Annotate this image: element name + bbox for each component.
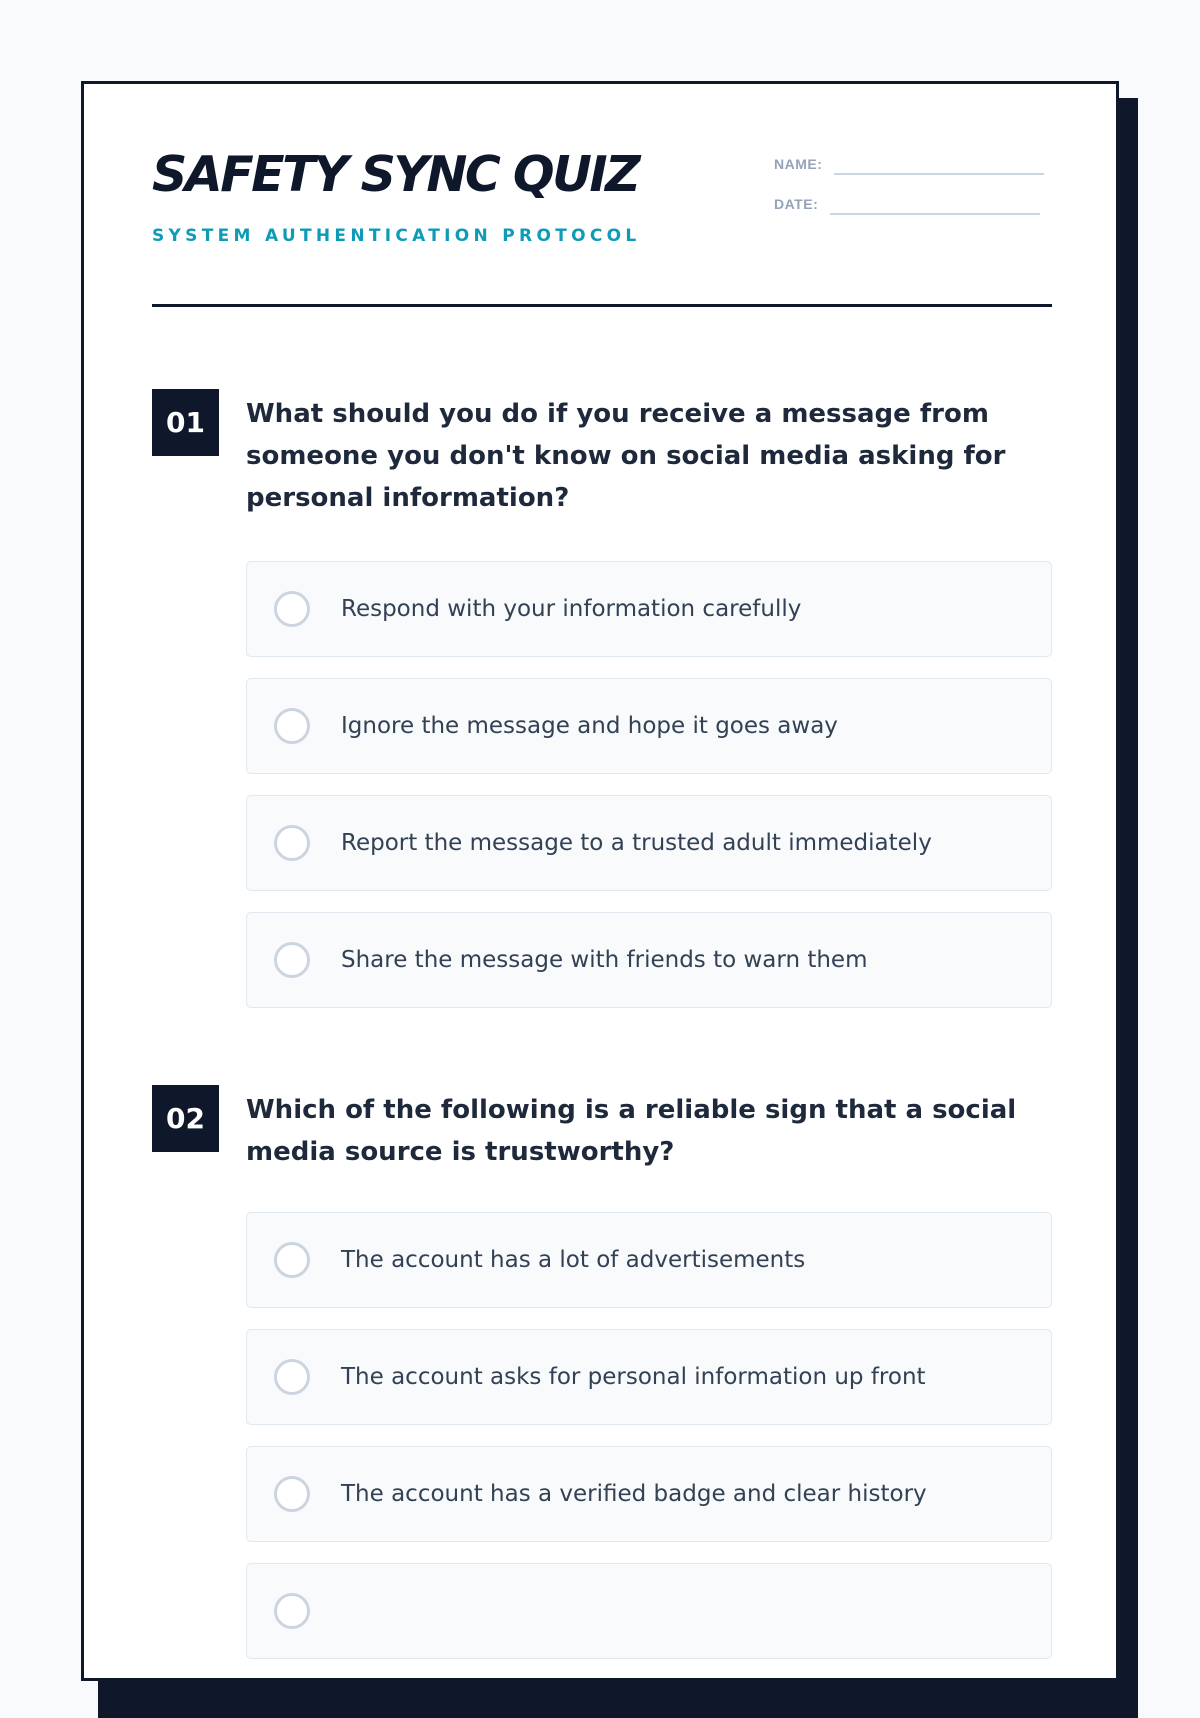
answer-option[interactable] [246,1212,1052,1308]
answer-option-partial[interactable] [246,1563,1052,1659]
radio-button[interactable] [274,708,310,744]
answer-option-label: Ignore the message and hope it goes away [341,713,838,739]
quiz-subtitle: SYSTEM AUTHENTICATION PROTOCOL [152,226,641,246]
radio-button[interactable] [274,591,310,627]
radio-button[interactable] [274,1242,310,1278]
header-divider [152,304,1052,307]
answer-options [246,1212,1052,1680]
answer-option[interactable] [246,912,1052,1008]
answer-option-label: The account has a verified badge and clear history [341,1481,927,1507]
quiz-title: SAFETY SYNC QUIZ [152,146,639,203]
quiz-sheet [81,81,1119,1681]
answer-option-label: Report the message to a trusted adult immediately [341,830,932,856]
answer-option[interactable] [246,795,1052,891]
answer-options [246,561,1052,1029]
answer-option-label: The account asks for personal information up front [341,1364,926,1390]
answer-option-label: Share the message with friends to warn them [341,947,868,973]
question-number-badge: 02 [152,1085,219,1152]
name-input-line[interactable] [834,173,1044,175]
name-field[interactable] [774,156,1044,172]
answer-option[interactable] [246,1329,1052,1425]
radio-button[interactable] [274,1593,310,1629]
date-label: DATE: [774,196,819,212]
answer-option-label: Respond with your information carefully [341,596,802,622]
radio-button[interactable] [274,1476,310,1512]
question-text: Which of the following is a reliable sign that a social media source is trustworthy? [246,1095,1017,1167]
radio-button[interactable] [274,825,310,861]
name-label: NAME: [774,156,823,172]
date-field[interactable] [774,196,1040,212]
answer-option[interactable] [246,561,1052,657]
question-text: What should you do if you receive a message from someone you don't know on social media asking for personal information? [246,399,1006,513]
date-input-line[interactable] [830,213,1040,215]
radio-button[interactable] [274,1359,310,1395]
answer-option[interactable] [246,678,1052,774]
question-number-badge: 01 [152,389,219,456]
radio-button[interactable] [274,942,310,978]
answer-option-label: The account has a lot of advertisements [341,1247,806,1273]
answer-option[interactable] [246,1446,1052,1542]
